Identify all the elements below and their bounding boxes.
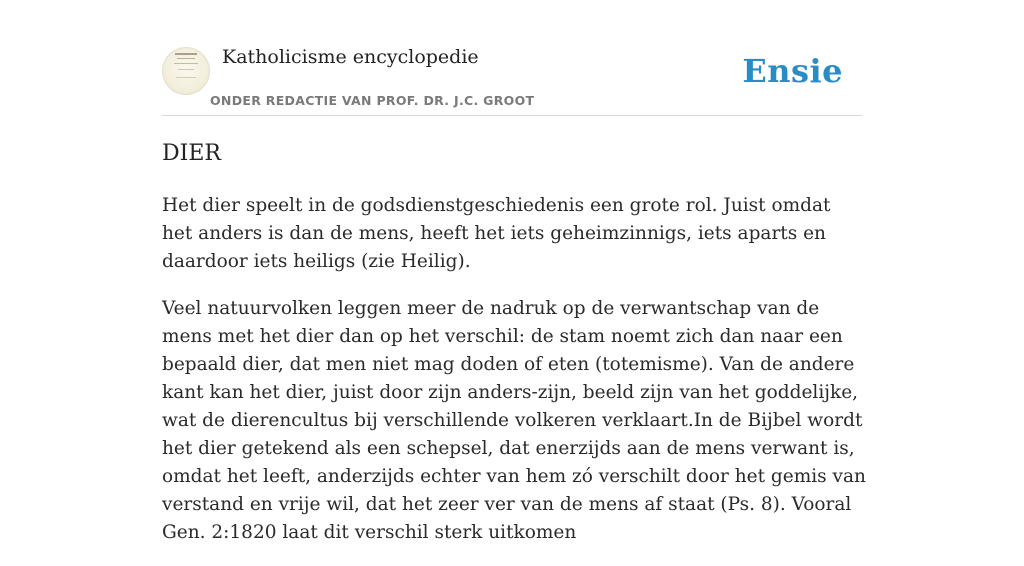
encyclopedia-cover-thumbnail[interactable] (162, 47, 210, 95)
header (162, 40, 862, 116)
article-paragraph: Veel natuurvolken leggen meer de nadruk op de verwantschap van de mens met het dier dan op het verschil: de stam noemt zich dan naar een bepaald dier, dat men niet mag doden of eten (totemisme). Van de andere kant kan het dier, juist door zijn anders-zijn, beeld zijn van het goddelijke, wat de dierencultus bij verschillende volkeren verklaart.In de Bijbel wordt het dier getekend als een schepsel, dat enerzijds aan de mens verwant is, omdat het leeft, anderzijds echter van hem zó verschilt door het gemis van verstand en vrije wil, dat het zeer ver van de mens af staat (Ps. 8). Vooral Gen. 2:1820 laat dit verschil sterk uitkomen (162, 298, 866, 543)
editor-line: ONDER REDACTIE VAN PROF. DR. J.C. GROOT (210, 93, 535, 108)
ensie-logo[interactable]: Ensie (742, 52, 843, 90)
encyclopedia-title-link[interactable]: Katholicisme encyclopedie (222, 46, 479, 68)
article-title: DIER (162, 141, 221, 166)
article-paragraph: Het dier speelt in de godsdienstgeschiedenis een grote rol. Juist omdat het anders is dan de mens, heeft het iets geheimzinnigs, iets aparts en daardoor iets heiligs (zie Heilig). (162, 195, 831, 272)
article-body (162, 192, 866, 566)
